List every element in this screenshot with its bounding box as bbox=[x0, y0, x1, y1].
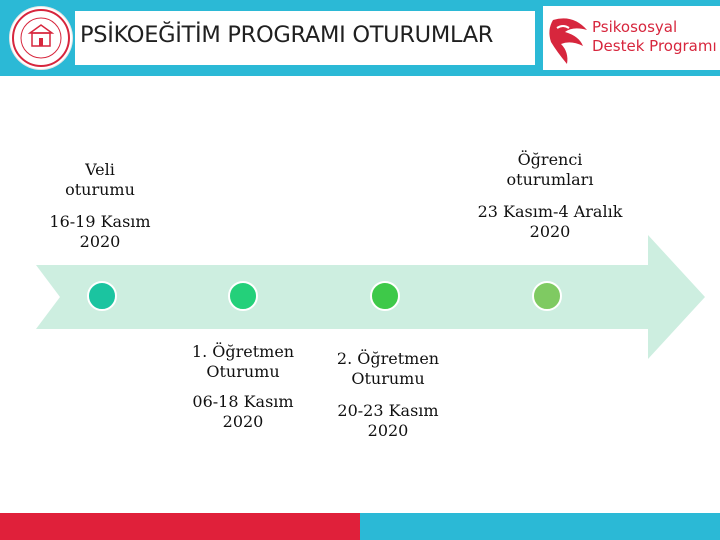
milestone-label-ogretmen-2 bbox=[318, 349, 458, 441]
milestone-label-veli bbox=[40, 160, 160, 252]
milestone-dot-ogretmen-1 bbox=[229, 282, 257, 310]
logo-line-1: Psikososyal bbox=[592, 18, 678, 36]
milestone-title-line1: Veli bbox=[85, 160, 115, 179]
milestone-date-line1: 20-23 Kasım bbox=[337, 401, 439, 420]
milestone-label-ogrenci bbox=[455, 150, 645, 242]
milestone-date-line1: 16-19 Kasım bbox=[49, 212, 151, 231]
milestone-date-line2: 2020 bbox=[79, 232, 121, 251]
milestone-title-line1: Öğrenci bbox=[517, 150, 583, 169]
page-title: PSİKOEĞİTİM PROGRAMI OTURUMLAR bbox=[80, 22, 494, 48]
milestone-title-line2: oturumları bbox=[506, 170, 594, 189]
milestone-title-line2: oturumu bbox=[65, 180, 135, 199]
milestone-dot-ogrenci bbox=[533, 282, 561, 310]
milestone-date-line2: 2020 bbox=[222, 412, 264, 431]
footer-bar-red bbox=[0, 513, 360, 540]
milestone-title-line1: 1. Öğretmen bbox=[191, 342, 295, 361]
milestone-title-line2: Oturumu bbox=[351, 369, 425, 388]
milestone-label-ogretmen-1 bbox=[173, 342, 313, 432]
milestone-date-line1: 23 Kasım-4 Aralık bbox=[477, 202, 623, 221]
milestone-title-line1: 2. Öğretmen bbox=[336, 349, 440, 368]
milestone-date-line2: 2020 bbox=[529, 222, 571, 241]
milestone-dot-veli bbox=[88, 282, 116, 310]
milestone-date-line2: 2020 bbox=[367, 421, 409, 440]
milestone-title-line2: Oturumu bbox=[206, 362, 280, 381]
footer-bar-blue bbox=[360, 513, 720, 540]
milestone-dot-ogretmen-2 bbox=[371, 282, 399, 310]
milestone-date-line1: 06-18 Kasım bbox=[192, 392, 294, 411]
logo-line-2: Destek Programı bbox=[592, 37, 717, 55]
